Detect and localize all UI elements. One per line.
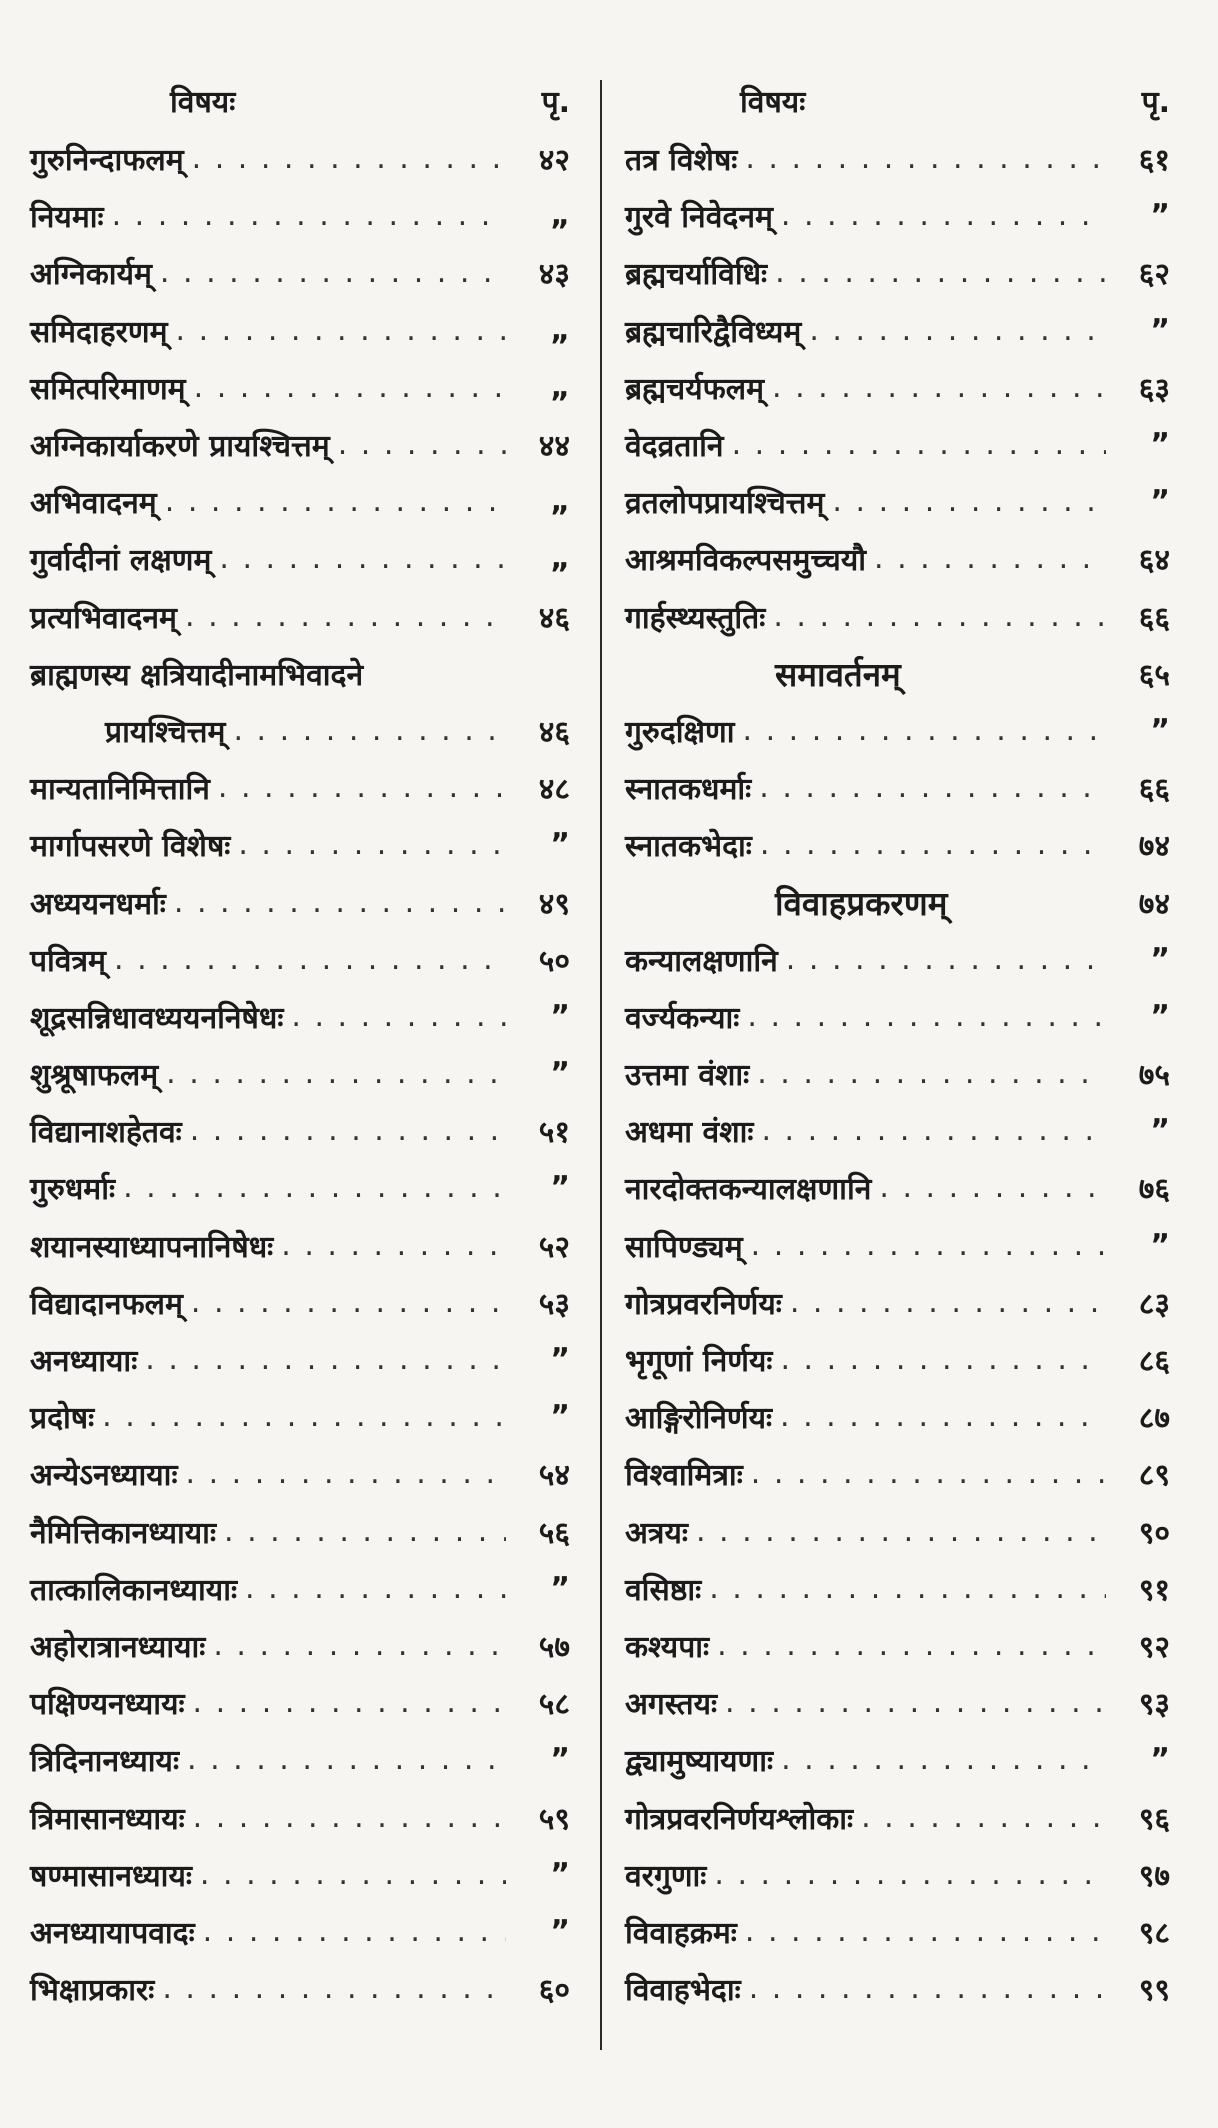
- entry-title: अग्निकार्याकरणे प्रायश्चित्तम्: [30, 429, 330, 465]
- leader-dots: [714, 1857, 1106, 1892]
- toc-entry: [30, 1617, 570, 1674]
- leader-dots: [725, 1685, 1106, 1720]
- entry-page-number: ४८: [538, 772, 570, 808]
- entry-title: अहोरात्रानध्यायाः: [30, 1629, 206, 1665]
- entry-title: उत्तमा वंशाः: [625, 1058, 750, 1094]
- entry-title: विश्वामित्राः: [625, 1458, 743, 1494]
- leader-dots: [780, 1399, 1106, 1434]
- toc-entry: [30, 873, 570, 930]
- entry-page-number: ”: [550, 1913, 570, 1949]
- entry-page-number: ५७: [538, 1629, 570, 1665]
- leader-dots: [193, 1800, 506, 1835]
- entry-title: प्रत्यभिवादनम्: [30, 600, 177, 636]
- entry-page-number: ९७: [1138, 1858, 1170, 1894]
- toc-column-right: [625, 60, 1170, 2017]
- entry-title: गोत्रप्रवरनिर्णयः: [625, 1286, 782, 1322]
- toc-list-left: [30, 130, 570, 2017]
- entry-page-number: ”: [550, 998, 570, 1034]
- entry-title: नियमाः: [30, 200, 104, 236]
- entry-page-number: ”: [550, 1056, 570, 1092]
- entry-page-number: ४३: [538, 257, 570, 293]
- leader-dots: [761, 1113, 1106, 1148]
- entry-page-number: ७६: [1138, 1172, 1170, 1208]
- leader-dots: [749, 1971, 1106, 2006]
- entry-title: गुर्वादीनां लक्षणम्: [30, 543, 212, 579]
- leader-dots: [757, 1056, 1106, 1091]
- leader-dots: [192, 141, 506, 176]
- toc-entry: [625, 1960, 1170, 2017]
- entry-page-number: ”: [1150, 427, 1170, 463]
- toc-entry: [625, 1617, 1170, 1674]
- entry-title: समित्परिमाणम्: [30, 371, 186, 407]
- leader-dots: [219, 541, 506, 576]
- entry-title: ब्रह्मचारिद्वैविध्यम्: [625, 314, 802, 350]
- entry-title: वर्ज्यकन्याः: [625, 1000, 740, 1036]
- entry-page-number: ९८: [1138, 1915, 1170, 1951]
- leader-dots: [773, 599, 1106, 634]
- entry-page-number: ”: [550, 1570, 570, 1606]
- leader-dots: [291, 999, 506, 1034]
- entry-page-number: ”: [1150, 1742, 1170, 1778]
- entry-page-number: „: [550, 541, 570, 577]
- entry-page-number: ६६: [1138, 600, 1170, 636]
- entry-title: गोत्रप्रवरनिर्णयश्लोकाः: [625, 1801, 854, 1837]
- toc-entry: [625, 1731, 1170, 1788]
- leader-dots: [166, 1056, 506, 1091]
- entry-title: विद्यानाशहेतवः: [30, 1115, 182, 1151]
- toc-entry: [625, 1674, 1170, 1731]
- entry-title: अधमा वंशाः: [625, 1115, 754, 1151]
- entry-title: गार्हस्थ्यस्तुतिः: [625, 600, 766, 636]
- entry-title: अत्रयः: [625, 1515, 688, 1551]
- entry-page-number: ८६: [1138, 1344, 1170, 1380]
- toc-entry: [625, 1045, 1170, 1102]
- entry-title: मान्यतानिमित्तानि: [30, 772, 210, 808]
- entry-page-number: ६०: [538, 1973, 570, 2009]
- entry-title: समावर्तनम्: [775, 654, 901, 694]
- entry-title: नारदोक्तकन्यालक्षणानि: [625, 1172, 872, 1208]
- leader-dots: [218, 770, 506, 805]
- entry-title: गुरुनिन्दाफलम्: [30, 143, 184, 179]
- leader-dots: [743, 713, 1107, 748]
- entry-title: समिदाहरणम्: [30, 314, 168, 350]
- entry-title: त्रिदिनानध्यायः: [30, 1744, 180, 1780]
- leader-dots: [162, 1971, 506, 2006]
- entry-page-number: ५२: [538, 1229, 570, 1265]
- entry-page-number: ४६: [538, 600, 570, 636]
- leader-dots: [809, 313, 1106, 348]
- entry-title: गुरुधर्माः: [30, 1172, 116, 1208]
- entry-title: स्नातकभेदाः: [625, 829, 752, 865]
- entry-title: पवित्रम्: [30, 943, 106, 979]
- leader-dots: [832, 484, 1106, 519]
- leader-dots: [187, 1742, 506, 1777]
- entry-title: मार्गापसरणे विशेषः: [30, 829, 231, 865]
- entry-title: तात्कालिकानध्यायाः: [30, 1572, 238, 1608]
- toc-entry: [625, 1560, 1170, 1617]
- entry-title: विवाहप्रकरणम्: [775, 883, 948, 923]
- entry-page-number: ६५: [1138, 657, 1170, 693]
- column-header: [30, 60, 570, 130]
- entry-title: सापिण्ड्यम्: [625, 1229, 743, 1265]
- toc-entry: [30, 1731, 570, 1788]
- entry-title: षण्मासानध्यायः: [30, 1858, 192, 1894]
- leader-dots: [176, 313, 506, 348]
- entry-title: शुश्रूषाफलम्: [30, 1058, 159, 1094]
- toc-entry: [30, 1503, 570, 1560]
- toc-entry: [625, 1217, 1170, 1274]
- entry-page-number: ५६: [538, 1515, 570, 1551]
- toc-entry: [30, 530, 570, 587]
- leader-dots: [786, 942, 1106, 977]
- section-heading: [625, 645, 1170, 702]
- leader-dots: [238, 827, 506, 862]
- entry-title: शूद्रसन्निधावध्ययननिषेधः: [30, 1000, 284, 1036]
- leader-dots: [102, 1399, 506, 1434]
- entry-title: कन्यालक्षणानि: [625, 943, 778, 979]
- entry-title: शयानस्याध्यापनानिषेधः: [30, 1229, 274, 1265]
- entry-page-number: ८९: [1138, 1458, 1170, 1494]
- leader-dots: [145, 1342, 506, 1377]
- entry-page-number: ”: [550, 1170, 570, 1206]
- toc-entry: [30, 759, 570, 816]
- leader-dots: [751, 1456, 1106, 1491]
- leader-dots: [861, 1800, 1106, 1835]
- entry-title: अगस्तयः: [625, 1687, 718, 1723]
- entry-title: स्नातकधर्माः: [625, 772, 752, 808]
- entry-page-number: ”: [550, 1342, 570, 1378]
- toc-entry: [30, 473, 570, 530]
- entry-title: पक्षिण्यनध्यायः: [30, 1687, 185, 1723]
- entry-title: गुरवे निवेदनम्: [625, 200, 773, 236]
- toc-entry: [30, 1960, 570, 2017]
- leader-dots: [772, 370, 1106, 405]
- entry-page-number: ”: [1150, 312, 1170, 348]
- leader-dots: [775, 255, 1106, 290]
- entry-page-number: ५३: [538, 1286, 570, 1322]
- entry-title: भिक्षाप्रकारः: [30, 1973, 155, 2009]
- leader-dots: [191, 1285, 506, 1320]
- toc-entry: [30, 816, 570, 873]
- leader-dots: [745, 1914, 1106, 1949]
- entry-title: ब्राह्मणस्य क्षत्रियादीनामभिवादने: [30, 657, 364, 693]
- toc-entry: [30, 1674, 570, 1731]
- toc-entry: [30, 988, 570, 1045]
- toc-entry: [30, 1846, 570, 1903]
- leader-dots: [781, 1742, 1106, 1777]
- entry-page-number: ”: [550, 1742, 570, 1778]
- toc-list-right: [625, 130, 1170, 2017]
- leader-dots: [759, 770, 1106, 805]
- leader-dots: [717, 1628, 1106, 1663]
- toc-entry: [30, 588, 570, 645]
- leader-dots: [203, 1914, 506, 1949]
- toc-entry: [30, 1560, 570, 1617]
- entry-page-number: „: [550, 312, 570, 348]
- leader-dots: [874, 541, 1106, 576]
- toc-entry: [30, 1217, 570, 1274]
- toc-entry: [30, 416, 570, 473]
- entry-page-number: ६१: [1138, 143, 1170, 179]
- entry-title: अनध्यायाः: [30, 1344, 138, 1380]
- entry-page-number: ७५: [1138, 1058, 1170, 1094]
- leader-dots: [160, 255, 506, 290]
- column-header: [625, 60, 1170, 130]
- entry-page-number: ”: [1150, 1113, 1170, 1149]
- entry-page-number: ४६: [538, 714, 570, 750]
- entry-title: ब्रह्मचर्यफलम्: [625, 371, 765, 407]
- toc-entry: [625, 1903, 1170, 1960]
- entry-page-number: ६३: [1138, 371, 1170, 407]
- entry-title: प्रायश्चित्तम्: [105, 714, 226, 750]
- entry-title: आङ्गिरोनिर्णयः: [625, 1401, 773, 1437]
- toc-entry: [625, 244, 1170, 301]
- entry-page-number: ९२: [1138, 1629, 1170, 1665]
- toc-entry: [625, 1102, 1170, 1159]
- entry-page-number: ५०: [538, 943, 570, 979]
- leader-dots: [709, 1571, 1106, 1606]
- entry-page-number: ९१: [1138, 1572, 1170, 1608]
- entry-title: अनध्यायापवादः: [30, 1915, 195, 1951]
- entry-title: प्रदोषः: [30, 1401, 95, 1437]
- toc-entry: [30, 1331, 570, 1388]
- entry-title: नैमित्तिकानध्यायाः: [30, 1515, 216, 1551]
- entry-page-number: ”: [1150, 941, 1170, 977]
- page-heading: पृ.: [1141, 85, 1170, 120]
- subject-heading: विषयः: [170, 85, 236, 120]
- entry-page-number: ९६: [1138, 1801, 1170, 1837]
- entry-page-number: ५१: [538, 1115, 570, 1151]
- leader-dots: [233, 713, 506, 748]
- entry-title: अभिवादनम्: [30, 486, 157, 522]
- leader-dots: [186, 1456, 506, 1491]
- toc-entry: [30, 302, 570, 359]
- toc-entry: [30, 702, 570, 759]
- entry-title: वेदव्रतानि: [625, 429, 724, 465]
- leader-dots: [732, 427, 1106, 462]
- toc-column-left: [30, 60, 570, 2017]
- entry-page-number: ”: [550, 1399, 570, 1435]
- toc-entry: [625, 130, 1170, 187]
- toc-entry: [625, 1274, 1170, 1331]
- leader-dots: [780, 1342, 1106, 1377]
- entry-page-number: ४४: [538, 429, 570, 465]
- entry-page-number: ”: [550, 1856, 570, 1892]
- entry-title: आश्रमविकल्पसमुच्चयौ: [625, 543, 866, 579]
- toc-entry: [30, 1045, 570, 1102]
- entry-page-number: ”: [550, 827, 570, 863]
- leader-dots: [751, 1228, 1106, 1263]
- leader-dots: [174, 885, 506, 920]
- subject-heading: विषयः: [740, 85, 806, 120]
- leader-dots: [760, 827, 1106, 862]
- entry-page-number: ”: [1150, 484, 1170, 520]
- toc-entry: [625, 416, 1170, 473]
- entry-page-number: ”: [1150, 1227, 1170, 1263]
- leader-dots: [194, 370, 506, 405]
- leader-dots: [338, 427, 506, 462]
- leader-dots: [190, 1113, 506, 1148]
- toc-entry: [625, 187, 1170, 244]
- entry-page-number: ६६: [1138, 772, 1170, 808]
- entry-title: द्व्यामुष्यायणाः: [625, 1744, 774, 1780]
- toc-entry: [30, 1445, 570, 1502]
- toc-entry: [625, 1159, 1170, 1216]
- toc-entry: [30, 244, 570, 301]
- entry-page-number: ९३: [1138, 1687, 1170, 1723]
- leader-dots: [185, 599, 506, 634]
- toc-entry: [30, 359, 570, 416]
- entry-title: वसिष्ठाः: [625, 1572, 702, 1608]
- entry-page-number: „: [550, 198, 570, 234]
- entry-title: ब्रह्मचर्याविधिः: [625, 257, 768, 293]
- leader-dots: [790, 1285, 1106, 1320]
- entry-title: अध्ययनधर्माः: [30, 886, 166, 922]
- column-divider: [600, 80, 602, 2050]
- toc-entry: [30, 1274, 570, 1331]
- entry-title: गुरुदक्षिणा: [625, 714, 735, 750]
- toc-entry: [625, 1503, 1170, 1560]
- toc-entry: [625, 1445, 1170, 1502]
- toc-entry: [30, 931, 570, 988]
- entry-title: अग्निकार्यम्: [30, 257, 152, 293]
- leader-dots: [200, 1857, 506, 1892]
- entry-title: तत्र विशेषः: [625, 143, 738, 179]
- leader-dots: [123, 1170, 506, 1205]
- entry-page-number: ४९: [538, 886, 570, 922]
- entry-title: वरगुणाः: [625, 1858, 707, 1894]
- toc-entry: [30, 1388, 570, 1445]
- entry-page-number: ”: [1150, 198, 1170, 234]
- leader-dots: [112, 198, 506, 233]
- entry-page-number: ५८: [538, 1687, 570, 1723]
- entry-page-number: „: [550, 484, 570, 520]
- toc-entry: [625, 359, 1170, 416]
- entry-page-number: ”: [1150, 998, 1170, 1034]
- leader-dots: [165, 484, 506, 519]
- leader-dots: [747, 999, 1106, 1034]
- toc-entry: [625, 588, 1170, 645]
- toc-entry: [625, 1331, 1170, 1388]
- entry-title: कश्यपाः: [625, 1629, 710, 1665]
- leader-dots: [213, 1628, 506, 1663]
- toc-entry: [30, 1788, 570, 1845]
- leader-dots: [696, 1514, 1106, 1549]
- leader-dots: [281, 1228, 506, 1263]
- toc-entry: [30, 187, 570, 244]
- toc-entry: [625, 1846, 1170, 1903]
- toc-entry: [30, 1159, 570, 1216]
- entry-page-number: ५४: [538, 1458, 570, 1494]
- toc-entry: [625, 816, 1170, 873]
- toc-entry: [30, 645, 570, 702]
- toc-entry: [625, 302, 1170, 359]
- entry-page-number: ६२: [1138, 257, 1170, 293]
- toc-entry: [625, 1388, 1170, 1445]
- entry-title: व्रतलोपप्रायश्चित्तम्: [625, 486, 825, 522]
- toc-entry: [625, 1788, 1170, 1845]
- entry-page-number: ७४: [1138, 886, 1170, 922]
- entry-page-number: ८७: [1138, 1401, 1170, 1437]
- leader-dots: [781, 198, 1106, 233]
- toc-entry: [30, 130, 570, 187]
- toc-entry: [625, 473, 1170, 530]
- leader-dots: [114, 942, 506, 977]
- entry-page-number: ४२: [538, 143, 570, 179]
- entry-page-number: ६४: [1138, 543, 1170, 579]
- toc-entry: [30, 1903, 570, 1960]
- toc-entry: [30, 1102, 570, 1159]
- entry-page-number: ८३: [1138, 1286, 1170, 1322]
- section-heading: [625, 873, 1170, 930]
- entry-page-number: ७४: [1138, 829, 1170, 865]
- entry-page-number: ५९: [538, 1801, 570, 1837]
- toc-entry: [625, 702, 1170, 759]
- entry-title: विद्यादानफलम्: [30, 1286, 183, 1322]
- toc-entry: [625, 988, 1170, 1045]
- entry-title: अन्येऽनध्यायाः: [30, 1458, 178, 1494]
- entry-title: विवाहभेदाः: [625, 1973, 741, 2009]
- leader-dots: [193, 1685, 506, 1720]
- entry-page-number: ९०: [1138, 1515, 1170, 1551]
- entry-title: विवाहक्रमः: [625, 1915, 737, 1951]
- entry-page-number: „: [550, 369, 570, 405]
- leader-dots: [224, 1514, 506, 1549]
- toc-entry: [625, 530, 1170, 587]
- entry-title: भृगूणां निर्णयः: [625, 1344, 773, 1380]
- toc-entry: [625, 931, 1170, 988]
- toc-entry: [625, 759, 1170, 816]
- entry-page-number: ९९: [1138, 1973, 1170, 2009]
- entry-title: त्रिमासानध्यायः: [30, 1801, 185, 1837]
- page-heading: पृ.: [541, 85, 570, 120]
- entry-page-number: ”: [1150, 712, 1170, 748]
- leader-dots: [745, 141, 1106, 176]
- leader-dots: [245, 1571, 506, 1606]
- leader-dots: [879, 1170, 1106, 1205]
